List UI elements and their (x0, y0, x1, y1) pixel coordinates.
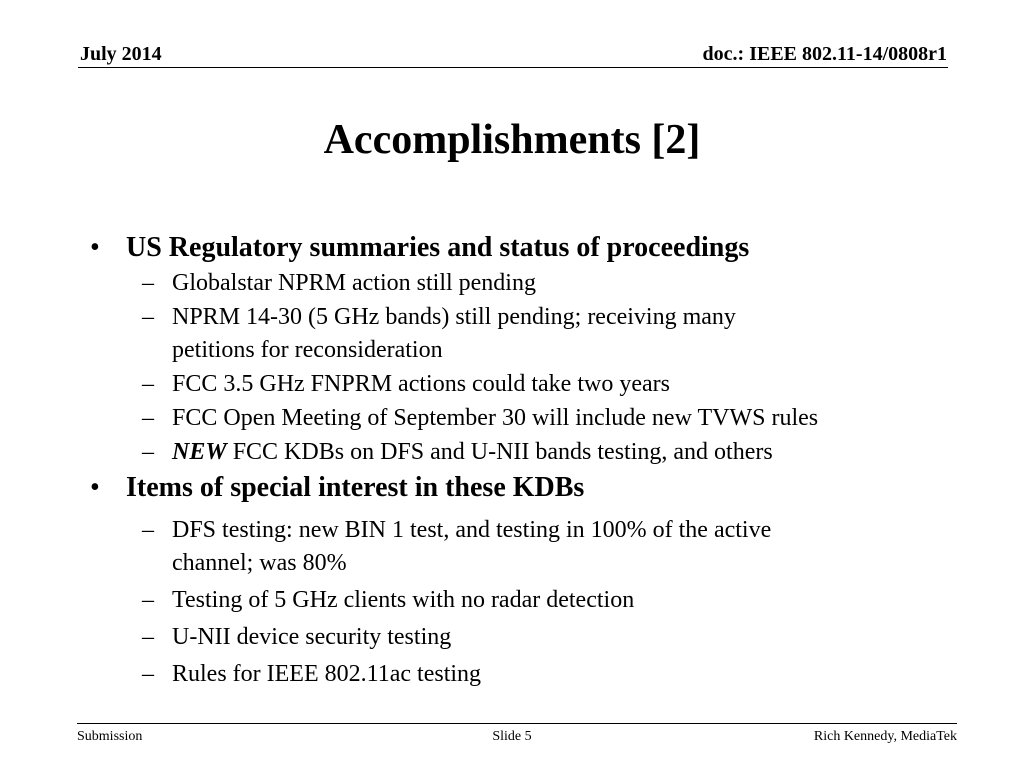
sub-item (90, 267, 970, 300)
sub-item-text: U-NII device security testing (172, 624, 452, 650)
sub-item-text: petitions for reconsideration (172, 337, 443, 363)
sub-item (90, 621, 970, 654)
bullet-us-regulatory (90, 230, 970, 266)
sub-item (90, 658, 970, 691)
sub-item (90, 301, 970, 334)
slide-title: Accomplishments [2] (323, 117, 701, 163)
sub-item-text: FCC KDBs on DFS and U-NII bands testing, and others (226, 439, 773, 465)
footer-divider (77, 723, 957, 724)
dash-icon: – (142, 304, 154, 330)
dash-icon: – (142, 624, 154, 650)
bullet-dot-icon: • (90, 232, 100, 263)
dash-icon: – (142, 517, 154, 543)
sub-item (90, 436, 970, 469)
sub-item-text: Rules for IEEE 802.11ac testing (172, 661, 482, 687)
sub-item-text: channel; was 80% (172, 550, 347, 576)
sub-item-continuation (90, 547, 970, 580)
dash-icon: – (142, 661, 154, 687)
sub-item-text: FCC Open Meeting of September 30 will include new TVWS rules (172, 405, 819, 431)
header-doc-id: doc.: IEEE 802.11-14/0808r1 (702, 43, 947, 65)
bullet-dot-icon: • (90, 472, 100, 503)
slide-body (90, 230, 970, 691)
dash-icon: – (142, 587, 154, 613)
bullet-text: Items of special interest in these KDBs (126, 472, 585, 503)
sub-item-text: DFS testing: new BIN 1 test, and testing in 100% of the active (172, 517, 772, 543)
footer-author: Rich Kennedy, MediaTek (813, 729, 957, 744)
sub-item-continuation (90, 334, 970, 367)
sub-item (90, 402, 970, 435)
header-divider (78, 67, 948, 68)
dash-icon: – (142, 371, 154, 397)
bullet-kdb-items (90, 470, 970, 506)
sub-item-text: Globalstar NPRM action still pending (172, 270, 536, 296)
dash-icon: – (142, 439, 154, 465)
header-date: July 2014 (80, 43, 162, 65)
bullet-text: US Regulatory summaries and status of proceedings (126, 232, 750, 263)
dash-icon: – (142, 270, 154, 296)
sub-item-text: FCC 3.5 GHz FNPRM actions could take two years (172, 371, 670, 397)
new-emphasis: NEW (172, 439, 227, 465)
sub-item (90, 368, 970, 401)
footer-slide-number: Slide 5 (492, 729, 532, 744)
sub-item (90, 584, 970, 617)
dash-icon: – (142, 405, 154, 431)
sub-item-text: Testing of 5 GHz clients with no radar detection (172, 587, 635, 613)
footer-submission: Submission (77, 729, 143, 744)
sub-item-text: NPRM 14-30 (5 GHz bands) still pending; receiving many (172, 304, 736, 330)
sub-item (90, 514, 970, 547)
